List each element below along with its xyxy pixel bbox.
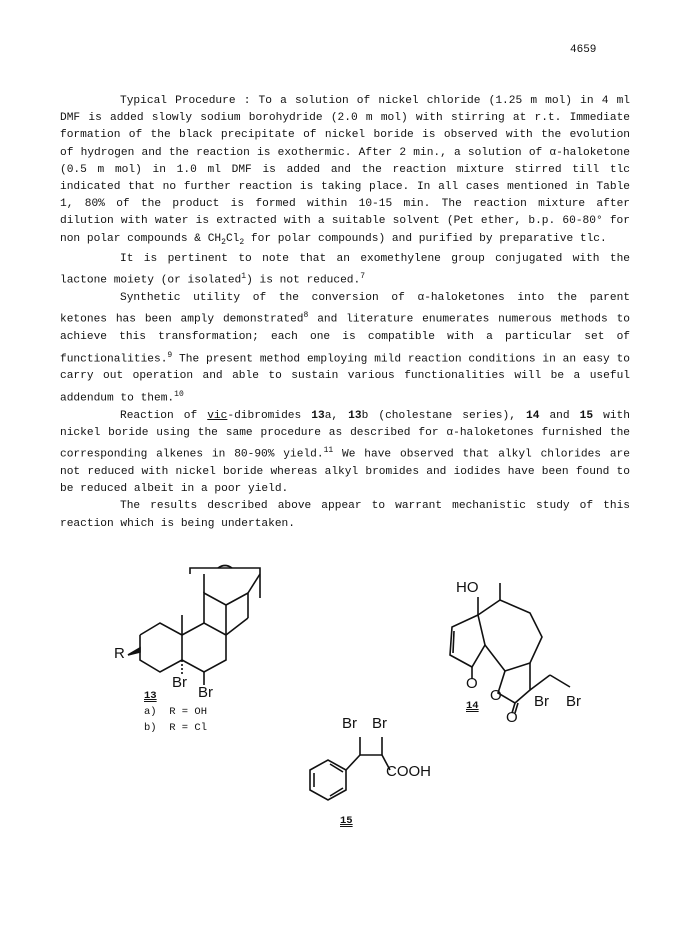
structure-14-o3-label: O	[506, 709, 518, 726]
paragraph-synthetic-utility: Synthetic utility of the conversion of α-haloketones into the parent ketones has been amply demonstrated$^8$ and literature enumerates numerous methods to achieve this transformation; each one is compatible with a particular set of functionalities.$^9$ The present method employing mild reaction conditions in an easy to carry out operation and able to sustain various functionalities will be a useful addendum to them.$^{10}$	[60, 292, 630, 405]
structure-15-cooh-label: COOH	[386, 763, 431, 780]
structure-15-br1-label: Br	[342, 715, 357, 732]
structure-14-ho-label: HO	[456, 579, 479, 596]
structure-14-drawing	[430, 575, 620, 725]
structure-14-o2-label: O	[490, 687, 502, 704]
paragraph-typical-procedure: Typical Procedure : To a solution of nickel chloride (1.25 m mol) in 4 ml DMF is added slowly sodium borohydride (2.0 m mol) with stirring at r.t. Immediate formation of the black precipitate of nickel boride is observed with the evolution of hydrogen and the reaction is exothermic. After 2 min., a solution of α-haloketone (0.5 m mol) in 1.0 ml DMF is added and the reaction mixture stirred till tlc indicated that no further reaction is taking place. In all cases mentioned in Table 1, 80% of the product is formed within 10-15 min. The reaction mixture after dilution with water is extracted with a suitable solvent (Pet ether, b.p. 60-80° for non polar compounds & $CH_2Cl_2$ for polar compounds) and purified by preparative tlc.	[60, 95, 630, 247]
structure-13-br2-label: Br	[198, 684, 213, 701]
body-text	[60, 93, 630, 533]
structure-13	[100, 560, 300, 750]
structure-14	[430, 575, 620, 725]
structure-15-drawing	[290, 715, 470, 840]
paragraph-results: The results described above appear to warrant mechanistic study of this reaction which is being undertaken.	[60, 500, 630, 530]
structure-13-option-b: b) R = Cl	[144, 722, 208, 734]
structure-14-o1-label: O	[466, 675, 478, 692]
structure-15-br2-label: Br	[372, 715, 387, 732]
structure-14-number: 14	[466, 700, 479, 712]
page-number: 4659	[570, 44, 597, 56]
paragraph-exomethylene: It is pertinent to note that an exomethylene group conjugated with the lactone moiety (or isolated$^1$) is not reduced.$^7$	[60, 253, 630, 287]
structure-15-number: 15	[340, 815, 353, 827]
structure-14-br1-label: Br	[534, 693, 549, 710]
paragraph-dibromides: Reaction of vic-dibromides 13a, 13b (cholestane series), 14 and 15 with nickel boride using the same procedure as described for α-haloketones furnished the corresponding alkenes in 80-90% yield.$^{11}$ We have observed that alkyl chlorides are not reduced with nickel boride whereas alkyl bromides and iodides have been found to be reduced albeit in a poor yield.	[60, 409, 630, 496]
structure-13-br1-label: Br	[172, 674, 187, 691]
structure-13-option-a: a) R = OH	[144, 706, 208, 718]
structure-14-br2-label: Br	[566, 693, 581, 710]
structure-13-number: 13	[144, 690, 157, 702]
structure-15	[290, 715, 470, 840]
structure-13-r-label: R	[114, 645, 125, 662]
